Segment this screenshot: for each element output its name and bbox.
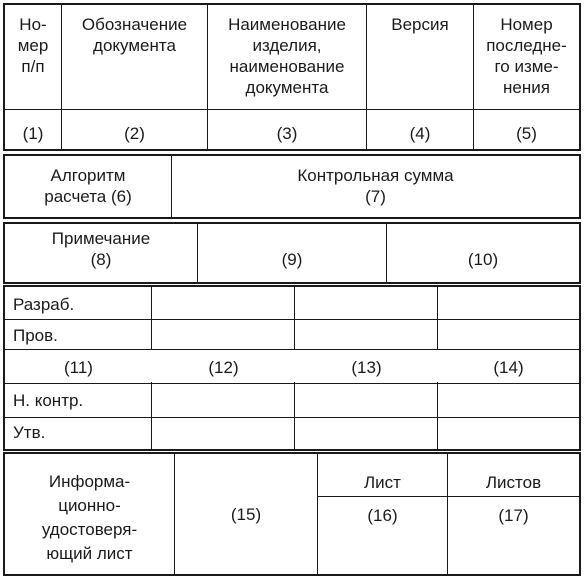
last-change-header: Номер последне- го изме- нения [486, 15, 567, 97]
note-label: Примечание (8) [51, 229, 151, 269]
note-cell [5, 224, 198, 282]
row-divider [5, 417, 579, 418]
row-divider [5, 319, 579, 320]
number-code: (1) [22, 124, 44, 143]
header-block [3, 3, 581, 151]
code-11: (11) [64, 358, 93, 377]
sheet-label: Лист [364, 473, 401, 492]
cell-15 [175, 454, 318, 574]
name-code: (3) [276, 124, 298, 143]
developed-label: Разраб. [13, 295, 75, 314]
algorithm-label: Алгоритм расчета (6) [44, 166, 132, 206]
sheet-divider [318, 496, 447, 497]
sheets-divider [448, 496, 579, 497]
col-number [5, 5, 62, 149]
sheets-cell [448, 454, 579, 574]
designation-code: (2) [124, 124, 145, 143]
version-code: (4) [409, 124, 431, 143]
sheets-label: Листов [485, 473, 542, 492]
col-name [208, 5, 367, 149]
designation-header: Обозначение документа [81, 15, 188, 55]
algorithm-cell [5, 156, 172, 217]
certificate-title: Информа- ционно- удостоверя- ющий лист [41, 472, 138, 563]
version-header: Версия [391, 15, 449, 34]
name-header: Наименование изделия, наименование документа [228, 15, 346, 97]
cell-10-code: (10) [467, 250, 499, 269]
number-header: Но- мер п/п [17, 15, 49, 76]
checksum-label: Контрольная сумма (7) [297, 166, 454, 206]
sheet-code: (16) [367, 506, 398, 525]
cell-9 [198, 224, 387, 282]
sheets-code: (17) [498, 506, 529, 525]
last-change-code: (5) [516, 124, 537, 143]
norm-control-label: Н. контр. [13, 391, 84, 410]
certificate-title-cell [5, 454, 175, 574]
signatures-block [3, 285, 581, 451]
checksum-cell [172, 156, 579, 217]
code-12: (12) [208, 358, 239, 377]
checked-label: Пров. [13, 326, 58, 345]
col-designation [62, 5, 208, 149]
col-version [367, 5, 474, 149]
code-13: (13) [351, 358, 382, 377]
cell-9-code: (9) [281, 250, 303, 269]
approved-label: Утв. [13, 423, 46, 442]
note-block [3, 222, 581, 284]
header-divider [5, 109, 579, 110]
cell-15-code: (15) [230, 505, 262, 524]
col-last-change [474, 5, 579, 149]
code-14: (14) [493, 358, 524, 377]
codes-row [5, 383, 579, 384]
checksum-block [3, 154, 581, 219]
certificate-block [3, 452, 581, 576]
cell-10 [387, 224, 579, 282]
sheet-cell [318, 454, 448, 574]
